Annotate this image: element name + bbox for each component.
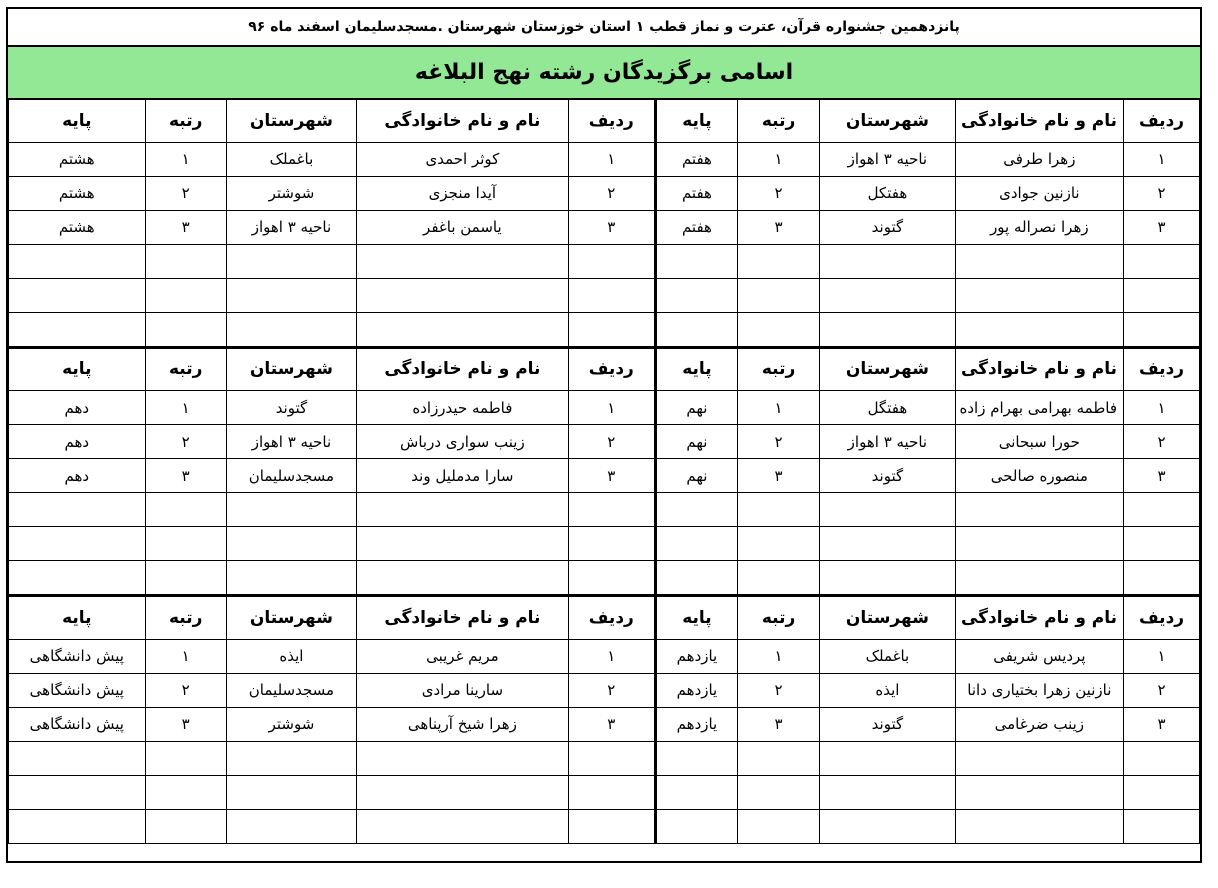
grade-cell: هشتم xyxy=(9,176,146,210)
grade-cell: هشتم xyxy=(9,210,146,244)
radif-cell: ۱ xyxy=(568,639,655,673)
rank-cell xyxy=(145,527,226,561)
page-title: اسامی برگزیدگان رشته نهج البلاغه xyxy=(8,47,1200,100)
radif-cell xyxy=(568,775,655,809)
city-cell: باغملک xyxy=(820,639,956,673)
rank-cell xyxy=(738,493,820,527)
grade-cell: پیش دانشگاهی xyxy=(9,673,146,707)
name-cell xyxy=(955,775,1123,809)
city-cell: ناحیه ۳ اهواز xyxy=(226,210,356,244)
name-cell: نازنین زهرا بختیاری دانا xyxy=(955,673,1123,707)
rank-cell: ۱ xyxy=(738,639,820,673)
empty-row xyxy=(9,775,1200,809)
grade-cell xyxy=(9,527,146,561)
rank-cell: ۳ xyxy=(145,707,226,741)
radif-cell xyxy=(1124,527,1200,561)
column-header: نام و نام خانوادگی xyxy=(357,349,569,391)
table-row xyxy=(9,142,1200,176)
grade-cell: دهم xyxy=(9,459,146,493)
rank-cell xyxy=(145,775,226,809)
results-block xyxy=(8,100,1200,349)
column-header: پایه xyxy=(655,597,737,639)
column-header: نام و نام خانوادگی xyxy=(955,100,1123,142)
table-row xyxy=(9,391,1200,425)
radif-cell: ۱ xyxy=(1124,391,1200,425)
rank-cell: ۳ xyxy=(738,210,820,244)
grade-cell xyxy=(9,741,146,775)
grade-cell xyxy=(655,775,737,809)
city-cell xyxy=(820,278,956,312)
radif-cell: ۲ xyxy=(1124,425,1200,459)
radif-cell xyxy=(1124,775,1200,809)
festival-header: پانزدهمین جشنواره قرآن، عترت و نماز قطب ۱ استان خوزستان شهرستان .مسجدسلیمان اسفند ماه ۹۶ xyxy=(8,9,1200,47)
empty-row xyxy=(9,244,1200,278)
name-cell xyxy=(357,741,569,775)
results-block xyxy=(8,349,1200,598)
results-block xyxy=(8,597,1200,844)
name-cell xyxy=(357,312,569,346)
rank-cell xyxy=(738,278,820,312)
grade-cell xyxy=(9,809,146,843)
grade-cell: هفتم xyxy=(655,210,737,244)
column-header: رتبه xyxy=(145,100,226,142)
column-header: شهرستان xyxy=(820,100,956,142)
name-cell: فاطمه حیدرزاده xyxy=(357,391,569,425)
grade-cell: یازدهم xyxy=(655,673,737,707)
rank-cell: ۱ xyxy=(145,639,226,673)
city-cell xyxy=(226,775,356,809)
column-header: ردیف xyxy=(568,597,655,639)
column-header: رتبه xyxy=(738,597,820,639)
radif-cell xyxy=(568,493,655,527)
column-header: ردیف xyxy=(568,349,655,391)
name-cell xyxy=(357,244,569,278)
grade-cell: یازدهم xyxy=(655,707,737,741)
rank-cell xyxy=(738,775,820,809)
name-cell xyxy=(955,312,1123,346)
empty-row xyxy=(9,493,1200,527)
name-cell xyxy=(955,278,1123,312)
column-header: ردیف xyxy=(1124,100,1200,142)
name-cell: آیدا منجزی xyxy=(357,176,569,210)
city-cell: ناحیه ۳ اهواز xyxy=(820,142,956,176)
city-cell xyxy=(226,809,356,843)
city-cell xyxy=(226,527,356,561)
name-cell: فاطمه بهرامی بهرام زاده xyxy=(955,391,1123,425)
city-cell xyxy=(820,561,956,595)
radif-cell xyxy=(568,561,655,595)
city-cell xyxy=(820,741,956,775)
column-header: رتبه xyxy=(738,349,820,391)
rank-cell xyxy=(145,312,226,346)
rank-cell: ۲ xyxy=(145,425,226,459)
city-cell xyxy=(820,493,956,527)
name-cell: پردیس شریفی xyxy=(955,639,1123,673)
radif-cell xyxy=(1124,493,1200,527)
rank-cell: ۳ xyxy=(145,210,226,244)
table-row xyxy=(9,459,1200,493)
city-cell xyxy=(820,775,956,809)
radif-cell xyxy=(1124,561,1200,595)
header-row xyxy=(9,100,1200,142)
city-cell xyxy=(226,278,356,312)
column-header: پایه xyxy=(9,597,146,639)
radif-cell xyxy=(568,527,655,561)
empty-row xyxy=(9,527,1200,561)
radif-cell: ۳ xyxy=(568,459,655,493)
grade-cell: دهم xyxy=(9,425,146,459)
radif-cell xyxy=(1124,741,1200,775)
city-cell: مسجدسلیمان xyxy=(226,673,356,707)
name-cell xyxy=(357,809,569,843)
radif-cell: ۲ xyxy=(1124,673,1200,707)
name-cell xyxy=(357,527,569,561)
rank-cell xyxy=(145,278,226,312)
name-cell: کوثر احمدی xyxy=(357,142,569,176)
name-cell: زینب ضرغامی xyxy=(955,707,1123,741)
name-cell xyxy=(955,244,1123,278)
rank-cell: ۲ xyxy=(738,673,820,707)
name-cell xyxy=(955,561,1123,595)
radif-cell xyxy=(1124,809,1200,843)
city-cell: ناحیه ۳ اهواز xyxy=(820,425,956,459)
rank-cell: ۱ xyxy=(145,391,226,425)
results-table xyxy=(8,597,1200,844)
name-cell xyxy=(955,741,1123,775)
column-header: ردیف xyxy=(568,100,655,142)
grade-cell xyxy=(9,493,146,527)
radif-cell: ۱ xyxy=(1124,142,1200,176)
name-cell: زینب سواری درباش xyxy=(357,425,569,459)
radif-cell: ۱ xyxy=(568,391,655,425)
city-cell: ایذه xyxy=(820,673,956,707)
column-header: پایه xyxy=(9,100,146,142)
radif-cell xyxy=(1124,278,1200,312)
radif-cell: ۳ xyxy=(568,707,655,741)
rank-cell xyxy=(145,809,226,843)
grade-cell: هفتم xyxy=(655,176,737,210)
city-cell xyxy=(226,741,356,775)
city-cell: باغملک xyxy=(226,142,356,176)
radif-cell xyxy=(1124,244,1200,278)
grade-cell xyxy=(655,527,737,561)
name-cell xyxy=(955,493,1123,527)
city-cell xyxy=(820,527,956,561)
rank-cell: ۱ xyxy=(145,142,226,176)
name-cell xyxy=(955,527,1123,561)
city-cell: هفتکل xyxy=(820,176,956,210)
column-header: رتبه xyxy=(145,597,226,639)
name-cell: منصوره صالحی xyxy=(955,459,1123,493)
column-header: پایه xyxy=(9,349,146,391)
city-cell xyxy=(226,493,356,527)
radif-cell: ۳ xyxy=(1124,707,1200,741)
radif-cell: ۳ xyxy=(1124,210,1200,244)
rank-cell: ۲ xyxy=(738,425,820,459)
column-header: شهرستان xyxy=(226,349,356,391)
name-cell xyxy=(357,775,569,809)
rank-cell xyxy=(145,561,226,595)
table-row xyxy=(9,425,1200,459)
rank-cell xyxy=(738,809,820,843)
grade-cell xyxy=(655,741,737,775)
name-cell xyxy=(357,561,569,595)
rank-cell: ۱ xyxy=(738,391,820,425)
radif-cell xyxy=(568,809,655,843)
radif-cell: ۲ xyxy=(568,673,655,707)
name-cell xyxy=(357,493,569,527)
radif-cell xyxy=(568,741,655,775)
table-row xyxy=(9,210,1200,244)
name-cell xyxy=(357,278,569,312)
grade-cell: نهم xyxy=(655,459,737,493)
radif-cell: ۱ xyxy=(568,142,655,176)
city-cell xyxy=(820,244,956,278)
table-row xyxy=(9,673,1200,707)
rank-cell: ۲ xyxy=(145,176,226,210)
grade-cell xyxy=(9,312,146,346)
grade-cell xyxy=(655,493,737,527)
grade-cell: هشتم xyxy=(9,142,146,176)
grade-cell: دهم xyxy=(9,391,146,425)
radif-cell xyxy=(568,312,655,346)
empty-row xyxy=(9,561,1200,595)
column-header: نام و نام خانوادگی xyxy=(955,349,1123,391)
grade-cell: هفتم xyxy=(655,142,737,176)
column-header: نام و نام خانوادگی xyxy=(955,597,1123,639)
grade-cell: پیش دانشگاهی xyxy=(9,639,146,673)
city-cell: گتوند xyxy=(820,210,956,244)
column-header: ردیف xyxy=(1124,597,1200,639)
rank-cell xyxy=(145,741,226,775)
results-blocks xyxy=(8,100,1200,844)
empty-row xyxy=(9,278,1200,312)
city-cell: ناحیه ۳ اهواز xyxy=(226,425,356,459)
rank-cell: ۳ xyxy=(145,459,226,493)
city-cell: شوشتر xyxy=(226,176,356,210)
city-cell: گتوند xyxy=(226,391,356,425)
city-cell xyxy=(226,312,356,346)
grade-cell xyxy=(655,244,737,278)
radif-cell xyxy=(568,278,655,312)
name-cell xyxy=(955,809,1123,843)
grade-cell xyxy=(9,561,146,595)
city-cell: هفتگل xyxy=(820,391,956,425)
header-row xyxy=(9,597,1200,639)
name-cell: سارینا مرادی xyxy=(357,673,569,707)
empty-row xyxy=(9,809,1200,843)
rank-cell xyxy=(738,244,820,278)
empty-row xyxy=(9,312,1200,346)
city-cell xyxy=(226,561,356,595)
city-cell: شوشتر xyxy=(226,707,356,741)
city-cell xyxy=(226,244,356,278)
grade-cell xyxy=(655,561,737,595)
header-row xyxy=(9,349,1200,391)
name-cell: سارا مدملیل وند xyxy=(357,459,569,493)
grade-cell: پیش دانشگاهی xyxy=(9,707,146,741)
rank-cell: ۲ xyxy=(738,176,820,210)
rank-cell xyxy=(145,244,226,278)
column-header: رتبه xyxy=(145,349,226,391)
grade-cell xyxy=(655,278,737,312)
name-cell: زهرا نصراله پور xyxy=(955,210,1123,244)
name-cell: زهرا طرفی xyxy=(955,142,1123,176)
grade-cell xyxy=(655,312,737,346)
empty-row xyxy=(9,741,1200,775)
name-cell: نازنین جوادی xyxy=(955,176,1123,210)
rank-cell xyxy=(145,493,226,527)
column-header: شهرستان xyxy=(226,100,356,142)
radif-cell: ۲ xyxy=(1124,176,1200,210)
name-cell: یاسمن باغفر xyxy=(357,210,569,244)
grade-cell xyxy=(9,244,146,278)
city-cell xyxy=(820,312,956,346)
grade-cell xyxy=(655,809,737,843)
name-cell: زهرا شیخ آرپناهی xyxy=(357,707,569,741)
name-cell: مریم غریبی xyxy=(357,639,569,673)
city-cell xyxy=(820,809,956,843)
radif-cell: ۱ xyxy=(1124,639,1200,673)
table-row xyxy=(9,176,1200,210)
column-header: رتبه xyxy=(738,100,820,142)
rank-cell xyxy=(738,741,820,775)
rank-cell xyxy=(738,527,820,561)
column-header: شهرستان xyxy=(226,597,356,639)
rank-cell xyxy=(738,312,820,346)
radif-cell: ۲ xyxy=(568,425,655,459)
rank-cell: ۱ xyxy=(738,142,820,176)
results-table xyxy=(8,100,1200,347)
column-header: شهرستان xyxy=(820,349,956,391)
table-row xyxy=(9,707,1200,741)
radif-cell xyxy=(1124,312,1200,346)
radif-cell: ۳ xyxy=(568,210,655,244)
results-sheet xyxy=(6,7,1202,863)
radif-cell xyxy=(568,244,655,278)
name-cell: حورا سبحانی xyxy=(955,425,1123,459)
rank-cell: ۳ xyxy=(738,707,820,741)
column-header: ردیف xyxy=(1124,349,1200,391)
rank-cell: ۳ xyxy=(738,459,820,493)
grade-cell: نهم xyxy=(655,425,737,459)
grade-cell xyxy=(9,775,146,809)
rank-cell: ۲ xyxy=(145,673,226,707)
grade-cell: نهم xyxy=(655,391,737,425)
column-header: شهرستان xyxy=(820,597,956,639)
column-header: نام و نام خانوادگی xyxy=(357,597,569,639)
city-cell: گتوند xyxy=(820,459,956,493)
grade-cell xyxy=(9,278,146,312)
city-cell: ایذه xyxy=(226,639,356,673)
grade-cell: یازدهم xyxy=(655,639,737,673)
city-cell: گتوند xyxy=(820,707,956,741)
table-row xyxy=(9,639,1200,673)
column-header: پایه xyxy=(655,349,737,391)
column-header: پایه xyxy=(655,100,737,142)
results-table xyxy=(8,349,1200,596)
rank-cell xyxy=(738,561,820,595)
column-header: نام و نام خانوادگی xyxy=(357,100,569,142)
radif-cell: ۲ xyxy=(568,176,655,210)
city-cell: مسجدسلیمان xyxy=(226,459,356,493)
radif-cell: ۳ xyxy=(1124,459,1200,493)
